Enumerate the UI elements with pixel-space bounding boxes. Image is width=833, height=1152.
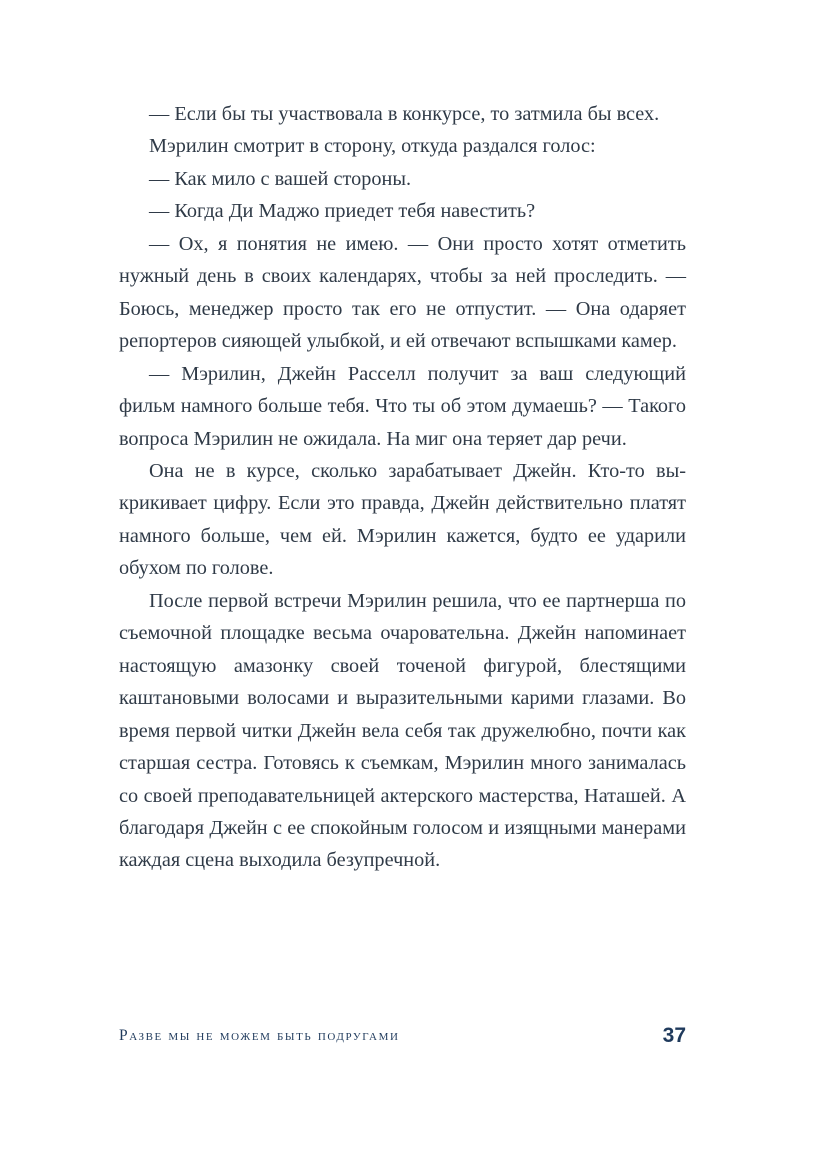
page-footer (119, 1024, 686, 1056)
paragraph-3: — Как мило с вашей стороны. (149, 167, 412, 190)
paragraph-1: — Если бы ты участвовала в конкурсе, то затмила бы всех. (149, 103, 660, 125)
running-title: Разве мы не можем быть подругами (119, 1027, 400, 1044)
paragraph-5: — Ох, я понятия не имею. — Они просто хотят отметить нужный день в своих календарях, чтобы за ней проследить. — Боюсь, менеджер просто так его не отпустит. — Она одаряет репортеров сияющей улыбкой, и ей отвечают вспышками камер. (119, 232, 686, 353)
paragraph-2: Мэрилин смотрит в сторону, откуда раздался голос: (149, 135, 596, 158)
body-text (119, 98, 686, 877)
paragraph-6: — Мэрилин, Джейн Расселл получит за ваш следующий фильм намного больше тебя. Что ты об этом думаешь? — Такого вопроса Мэрилин не ожидала. На миг она теряет дар речи. (119, 362, 686, 450)
paragraph-4: — Когда Ди Маджо приедет тебя навестить? (149, 200, 536, 223)
paragraph-8: После первой встречи Мэрилин решила, что ее партнерша по съемочной площадке весьма очаровательна. Джейн напоминает настоящую амазонку своей точеной фигурой, блестящими каштановыми волосами и выразительными карими глазами. Во время первой читки Джейн вела себя так дружелюбно, почти как старшая сестра. Готовясь к съемкам, Мэрилин много занималась со своей преподавательницей актерского мастерства, Наташей. А благодаря Джейн с ее спокойным голосом и изящными манерами каждая сцена выходила безупречной. (119, 589, 686, 872)
paragraph-7: Она не в курсе, сколько зарабатывает Джейн. Кто-то выкрикивает цифру. Если это правда, Джейн действительно платят намного больше, чем ей. Мэрилин кажется, будто ее ударили обухом по голове. (119, 459, 686, 580)
page-number: 37 (662, 1024, 686, 1047)
